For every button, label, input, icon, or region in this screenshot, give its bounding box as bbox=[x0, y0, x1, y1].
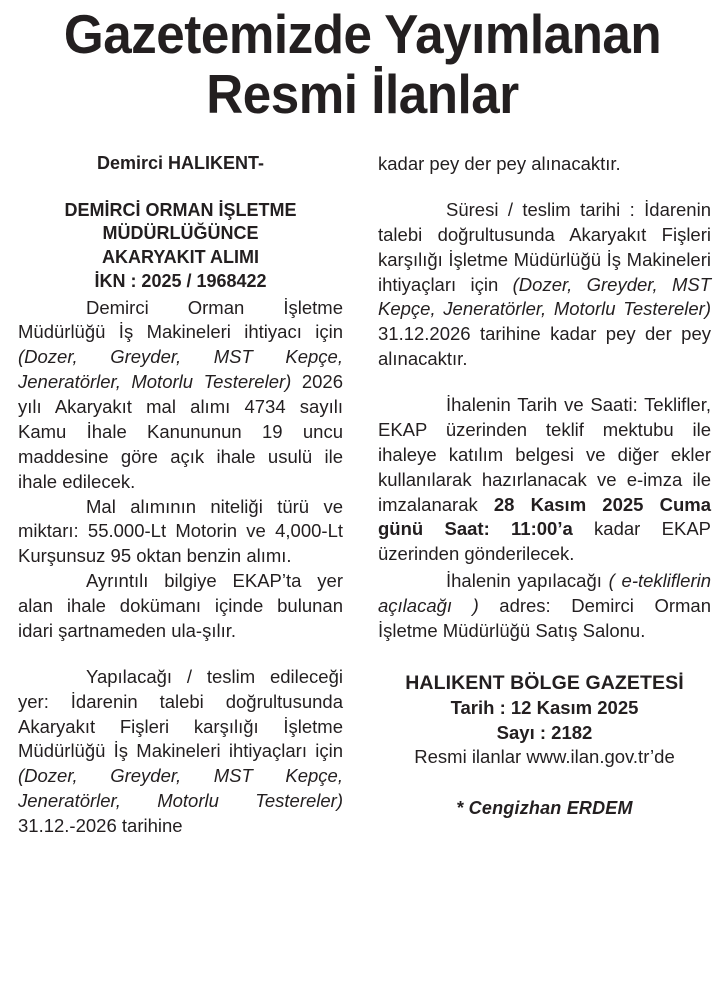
masthead-line-2: Resmi İlanlar bbox=[206, 63, 519, 126]
paragraph-tender-datetime-text-1: İhalenin Tarih ve Saati: Teklifler, EKAP üzerinden teklif mektubu ile ihaleye katılım belgesi ve diğer ekler kullanılarak hazırlanacak ve e-imza ile imzalanarak bbox=[378, 394, 711, 515]
advert-deck-heading bbox=[18, 199, 343, 294]
paragraph-ekap-docs-text: Ayrıntılı bilgiye EKAP’ta yer alan ihale dokümanı içinde bulunan idari şartnameden ula-şılır. bbox=[18, 570, 343, 641]
deck-line-1: DEMİRCİ ORMAN İŞLETME bbox=[64, 199, 297, 220]
paragraph-tender-address-text-2: adres: Demirci Orman İşletme Müdürlüğü Satış Salonu. bbox=[378, 595, 711, 641]
paragraph-scope-text-2: 2026 yılı Akaryakıt mal alımı 4734 sayılı Kamu İhale Kanununun 19 uncu maddesine göre açık ihale usulü ile ihale edilecek. bbox=[18, 371, 343, 492]
masthead bbox=[0, 0, 725, 126]
publication-issue-number: Sayı : 2182 bbox=[496, 721, 593, 743]
official-ads-url: Resmi ilanlar www.ilan.gov.tr’de bbox=[414, 746, 675, 768]
paragraph-delivery-term-text-1: Süresi / teslim tarihi : İdarenin talebi doğrultusunda Akaryakıt Fişleri karşılığı İşletme Müdürlüğü İş Makineleri ihtiyaçları için bbox=[378, 198, 711, 295]
author-byline: * Cengizhan ERDEM bbox=[456, 798, 633, 819]
deck-line-4: İKN : 2025 / 1968422 bbox=[94, 270, 267, 291]
deck-line-2: MÜDÜRLÜĞÜNCE bbox=[102, 223, 259, 244]
paragraph-tender-datetime-text-2: kadar EKAP üzerinden gönderilecek. bbox=[378, 518, 711, 565]
paragraph-quantities bbox=[18, 495, 343, 570]
paragraph-continuation bbox=[378, 152, 711, 177]
paragraph-scope-equipment-italic: (Dozer, Greyder, MST Kepçe, Jeneratörler, Motorlu Testereler) bbox=[18, 346, 343, 393]
e-offer-note-italic: ( e-tekliflerin açılacağı ) bbox=[378, 570, 711, 616]
article-columns bbox=[0, 152, 725, 839]
paragraph-delivery-place-text-1: Yapılacağı / teslim edileceği yer: İdarenin talebi doğrultusunda Akaryakıt Fişleri karşılığı İşletme Müdürlüğü İş Makineleri ihtiyaçları için bbox=[18, 665, 343, 762]
left-column bbox=[0, 152, 360, 839]
tender-deadline-bold: 28 Kasım 2025 Cuma günü Saat: 11:00’a bbox=[378, 493, 711, 540]
publication-name: HALIKENT BÖLGE GAZETESİ bbox=[405, 671, 684, 694]
paragraph-delivery-term-equipment-italic: (Dozer, Greyder, MST Kepçe, Jeneratörler, Motorlu Testereler) bbox=[378, 273, 711, 320]
paragraph-tender-datetime bbox=[378, 393, 711, 567]
paragraph-tender-address bbox=[378, 569, 711, 644]
deck-line-3: AKARYAKIT ALIMI bbox=[102, 247, 259, 267]
publication-signoff bbox=[378, 670, 711, 770]
paragraph-quantities-text: Mal alımının niteliği türü ve miktarı: 55.000-Lt Motorin ve 4,000-Lt Kurşunsuz 95 oktan benzin alımı. bbox=[18, 495, 343, 567]
publication-date: Tarih : 12 Kasım 2025 bbox=[450, 696, 639, 718]
paragraph-continuation-text: kadar pey der pey alınacaktır. bbox=[378, 153, 621, 174]
paragraph-scope bbox=[18, 296, 343, 495]
right-column bbox=[360, 152, 725, 839]
paragraph-delivery-place-text-2: 31.12.-2026 tarihine bbox=[18, 815, 183, 836]
paragraph-delivery-place bbox=[18, 665, 343, 839]
paragraph-delivery-term-text-2: 31.12.2026 tarihine kadar pey der pey alınacaktır. bbox=[378, 323, 711, 370]
paragraph-scope-text-1: Demirci Orman İşletme Müdürlüğü İş Makineleri ihtiyacı için bbox=[18, 296, 343, 343]
paragraph-tender-address-text-1: İhalenin yapılacağı bbox=[446, 570, 609, 592]
paragraph-delivery-equipment-italic: (Dozer, Greyder, MST Kepçe, Jeneratörler, Motorlu Testereler) bbox=[18, 765, 343, 812]
masthead-line-1: Gazetemizde Yayımlanan bbox=[63, 3, 662, 65]
paragraph-ekap-docs bbox=[18, 569, 343, 644]
paragraph-delivery-term bbox=[378, 198, 711, 372]
kicker-dateline: Demirci HALIKENT- bbox=[96, 153, 265, 173]
